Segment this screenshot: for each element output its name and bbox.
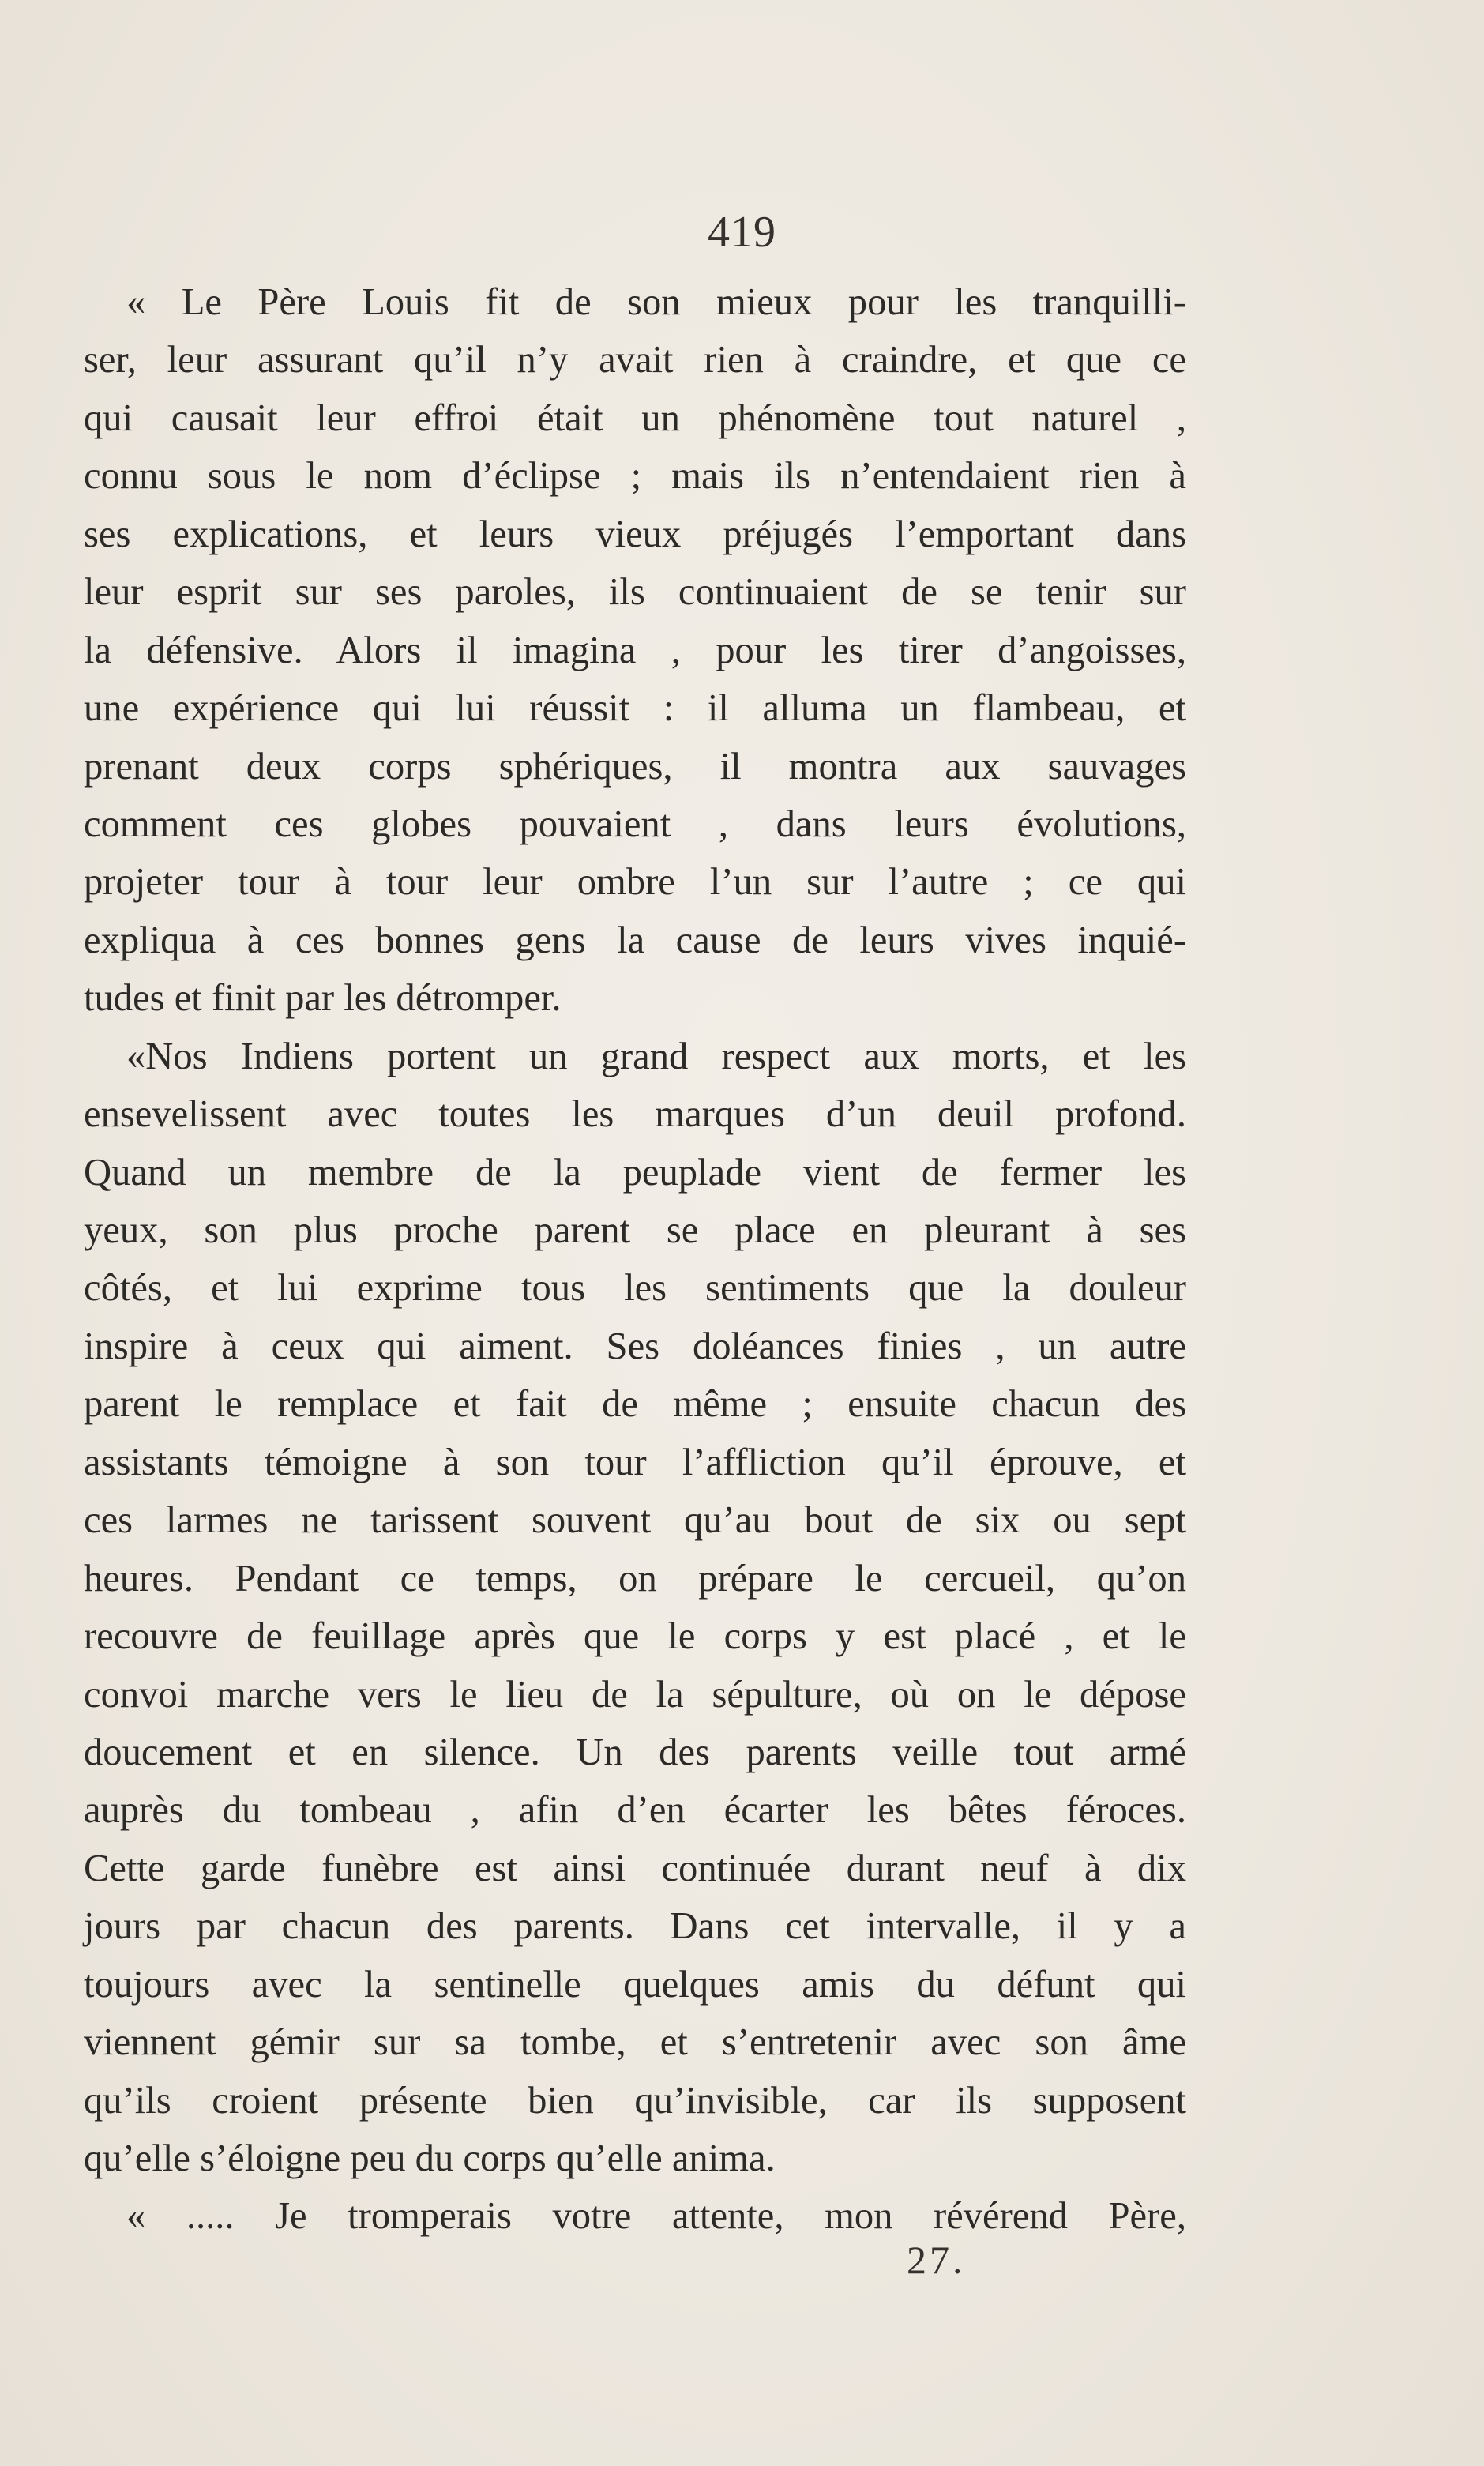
text-line: qui causait leur effroi était un phénomène tout naturel , [84, 396, 1186, 439]
text-line: expliqua à ces bonnes gens la cause de leurs vives inquié- [84, 918, 1186, 961]
text-line: Quand un membre de la peuplade vient de fermer les [84, 1150, 1186, 1194]
text-line: inspire à ceux qui aiment. Ses doléances finies , un autre [84, 1324, 1186, 1367]
text-line: tudes et finit par les détromper. [84, 976, 562, 1020]
text-line: comment ces globes pouvaient , dans leurs évolutions, [84, 802, 1186, 845]
text-line: Cette garde funèbre est ainsi continuée durant neuf à dix [84, 1846, 1186, 1889]
text-line: connu sous le nom d’éclipse ; mais ils n’entendaient rien à [84, 454, 1186, 498]
text-line: ces larmes ne tarissent souvent qu’au bout de six ou sept [84, 1498, 1186, 1542]
text-line: ensevelissent avec toutes les marques d’un deuil profond. [84, 1092, 1186, 1136]
text-line: projeter tour à tour leur ombre l’un sur l’autre ; ce qui [84, 860, 1186, 904]
text-line: assistants témoigne à son tour l’affliction qu’il éprouve, et [84, 1440, 1186, 1483]
text-line: une expérience qui lui réussit : il alluma un flambeau, et [84, 686, 1186, 730]
text-line: « ..... Je tromperais votre attente, mon révérend Père, [126, 2194, 1186, 2238]
text-line: parent le remplace et fait de même ; ensuite chacun des [84, 1382, 1186, 1426]
text-line: jours par chacun des parents. Dans cet intervalle, il y a [84, 1904, 1186, 1948]
text-line: côtés, et lui exprime tous les sentiments que la douleur [84, 1266, 1186, 1310]
text-line: yeux, son plus proche parent se place en pleurant à ses [84, 1209, 1186, 1251]
text-line: convoi marche vers le lieu de la sépulture, où on le dépose [84, 1672, 1186, 1716]
text-line: «Nos Indiens portent un grand respect aux morts, et les [126, 1034, 1186, 1077]
text-line: heures. Pendant ce temps, on prépare le cercueil, qu’on [84, 1556, 1186, 1600]
text-line: la défensive. Alors il imagina , pour les tirer d’angoisses, [84, 628, 1186, 671]
body-text [84, 273, 1186, 2246]
text-line: ser, leur assurant qu’il n’y avait rien à craindre, et que ce [84, 338, 1186, 382]
text-line: ses explications, et leurs vieux préjugés l’emportant dans [84, 512, 1186, 555]
text-line: qu’elle s’éloigne peu du corps qu’elle anima. [84, 2137, 776, 2179]
text-line: auprès du tombeau , afin d’en écarter les bêtes féroces. [84, 1788, 1186, 1832]
text-line: doucement et en silence. Un des parents veille tout armé [84, 1730, 1186, 1773]
signature-mark: 27. [907, 2238, 966, 2282]
text-line: qu’ils croient présente bien qu’invisible, car ils supposent [84, 2078, 1186, 2122]
text-line: leur esprit sur ses paroles, ils continuaient de se tenir sur [84, 570, 1186, 614]
text-line: recouvre de feuillage après que le corps y est placé , et le [84, 1615, 1186, 1658]
page-number: 419 [708, 208, 776, 257]
text-line: « Le Père Louis fit de son mieux pour les tranquilli- [126, 280, 1186, 323]
text-line: toujours avec la sentinelle quelques amis du défunt qui [84, 1962, 1186, 2006]
text-line: prenant deux corps sphériques, il montra aux sauvages [84, 744, 1186, 788]
text-line: viennent gémir sur sa tombe, et s’entretenir avec son âme [84, 2021, 1186, 2064]
